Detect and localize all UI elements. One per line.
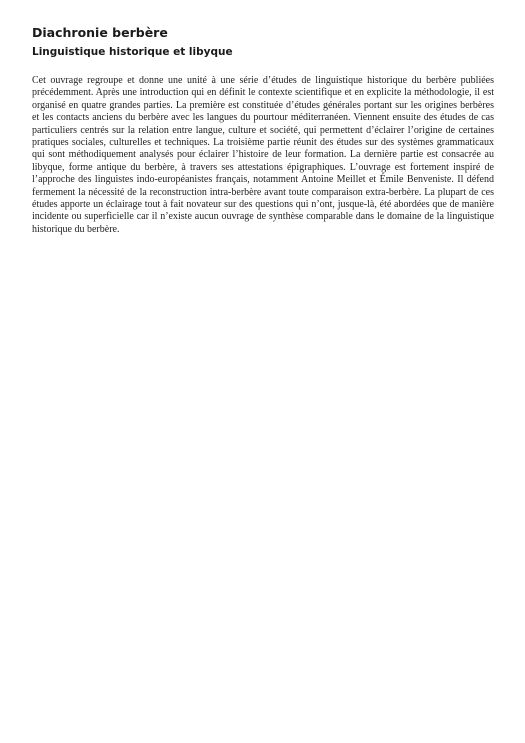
- abstract-paragraph: Cet ouvrage regroupe et donne une unité à une série d’études de linguistique historique du berbère publiées précédemment. Après une introduction qui en définit le contexte scientifique et en explicite la méthodologie, il est organisé en quatre grandes parties. La première est constituée d’études générales portant sur les origines berbères et les contacts anciens du berbère avec les langues du pourtour méditerranéen. Viennent ensuite des études de cas particuliers centrés sur la relation entre langue, culture et société, qui permettent d’éclairer l’origine de certaines pratiques sociales, culturelles et techniques. La troisième partie réunit des études sur des systèmes grammaticaux qui sont méthodiquement analysés pour éclairer l’histoire de leur formation. La dernière partie est consacrée au libyque, forme antique du berbère, à travers ses attestations épigraphiques. L’ouvrage est fortement inspiré de l’approche des linguistes indo-européanistes français, notamment Antoine Meillet et Émile Benveniste. Il défend fermement la nécessité de la reconstruction intra-berbère avant toute comparaison extra-berbère. La plupart de ces études apporte un éclairage tout à fait novateur sur des questions qui n’ont, jusque-là, été abordées que de manière incidente ou superficielle car il n’existe aucun ouvrage de synthèse comparable dans le domaine de la linguistique historique du berbère.: [32, 75, 494, 235]
- document-page: [32, 24, 494, 236]
- page-title: Diachronie berbère: [32, 25, 168, 40]
- page-subtitle: Linguistique historique et libyque: [32, 46, 233, 58]
